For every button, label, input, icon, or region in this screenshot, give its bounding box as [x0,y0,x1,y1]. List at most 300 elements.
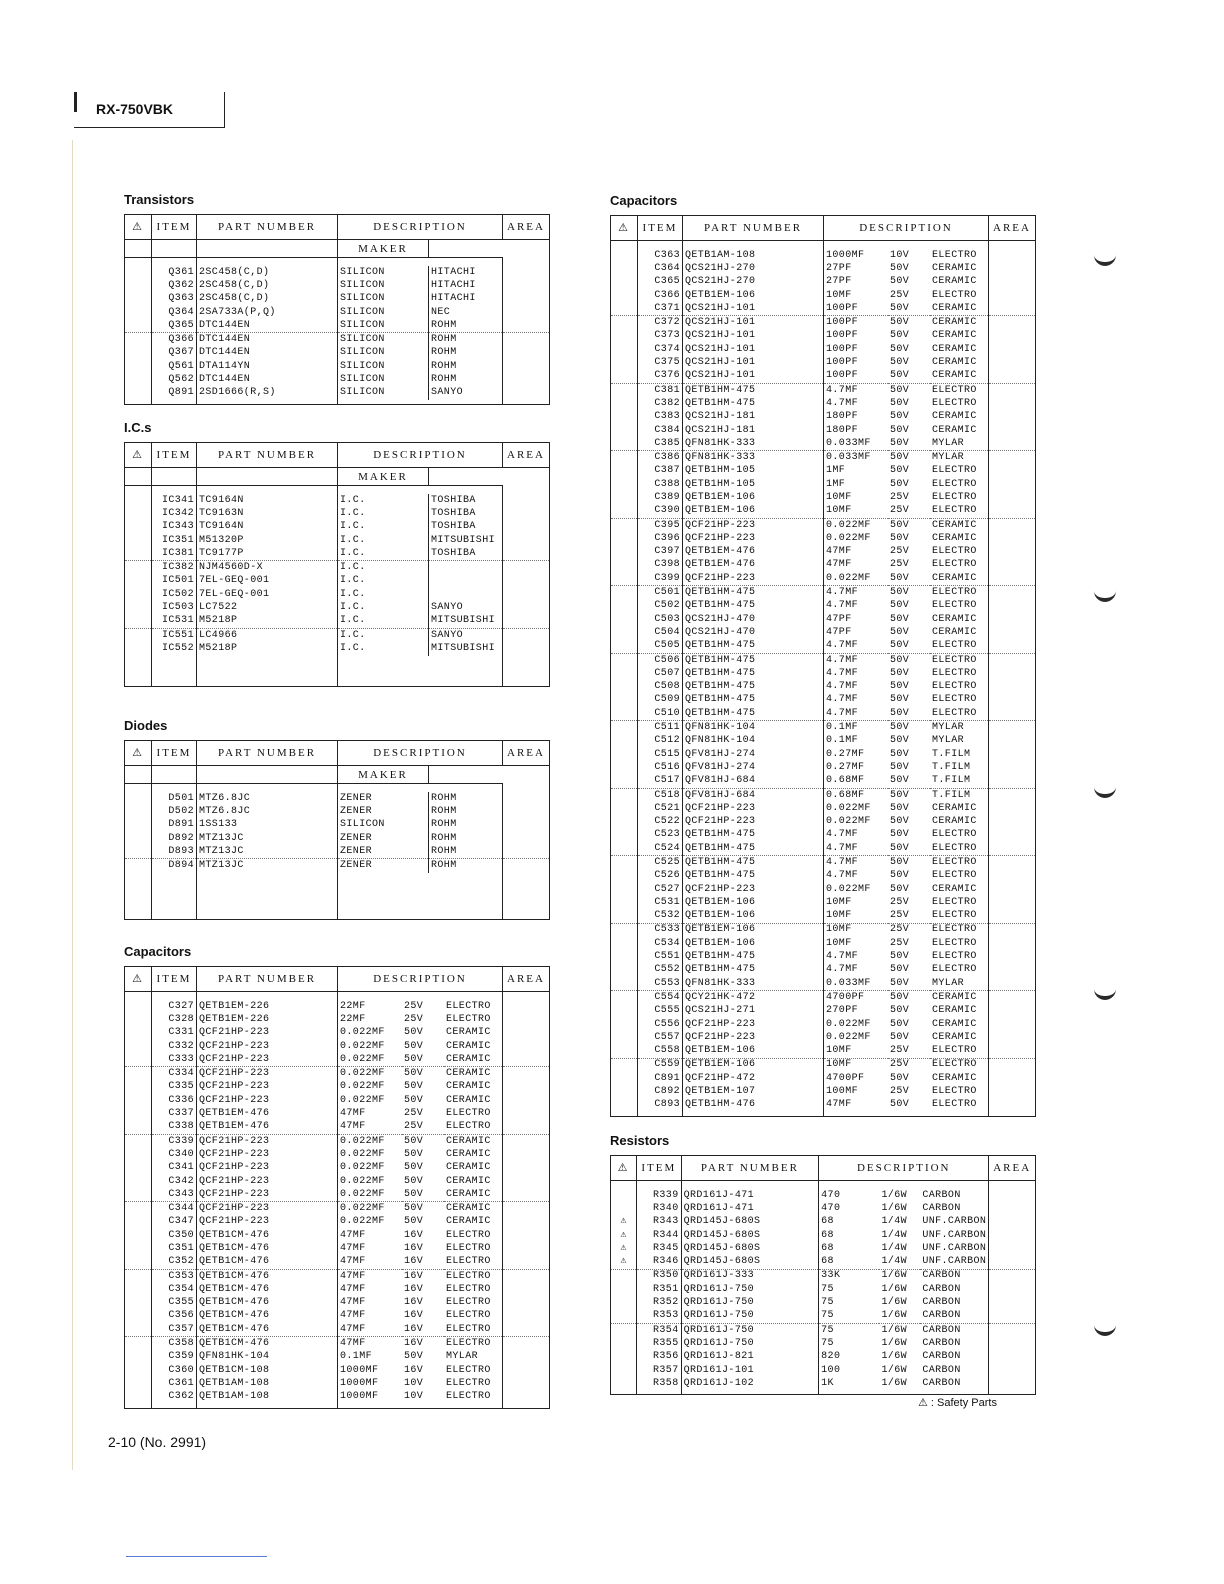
rating-cell: 50V [890,465,910,477]
value-cell: 4.7MF [824,842,889,856]
area-cell [989,681,1036,694]
safety-mark [611,761,638,774]
part-number-cell: QETB1HM-475 [683,600,824,613]
table-row [125,1269,550,1283]
part-number-cell: QCS21HJ-470 [683,626,824,639]
rating-cell: 50V [890,991,910,1003]
safety-mark [125,588,152,601]
binder-tab [1094,1320,1116,1336]
value-cell: 33K [821,1270,841,1282]
item-cell: C353 [152,1269,197,1283]
table-row [611,1283,1036,1296]
rating-cell: 50V [888,437,930,451]
type-cell: CARBON [920,1202,989,1215]
part-number-cell: QRD161J-750 [681,1283,819,1296]
item-cell: R340 [637,1202,682,1215]
part-number-cell: QRD161J-750 [681,1337,819,1350]
area-cell [503,1229,550,1242]
area-cell [503,832,550,845]
part-number-cell: QETB1CM-476 [197,1310,338,1323]
table-row [125,1283,550,1296]
item-cell: C554 [638,991,683,1005]
rating-cell: 50V [890,424,910,436]
part-number-cell: QRD161J-471 [681,1189,819,1202]
column-header-desc: DESCRIPTION [338,443,503,468]
safety-mark [611,559,638,572]
item-cell: C354 [152,1283,197,1296]
value-cell: 100 [821,1364,841,1376]
section-title: Capacitors [124,944,192,959]
value-cell: 0.022MF [824,572,889,586]
value-cell: 0.022MF [340,1175,385,1187]
filler-cell [338,400,429,405]
maker-cell [429,588,503,601]
safety-mark [125,1000,152,1013]
description-cell: I.C. [340,575,366,587]
part-number-cell: QETB1EM-106 [683,923,824,937]
table-row [125,1134,550,1148]
value-cell: 22MF [340,1013,366,1025]
item-cell: C527 [638,883,683,896]
table-row [611,1099,1036,1112]
capacitors-right-section [610,193,1036,1117]
table-row [125,1297,550,1310]
table-row [611,707,1036,721]
spacer-cell [429,258,503,267]
safety-mark [125,1121,152,1135]
value-cell: 47MF [826,546,852,558]
maker-cell: ROHM [429,845,503,859]
area-cell [503,615,550,629]
item-cell: C331 [152,1027,197,1040]
type-cell: CERAMIC [444,1188,503,1202]
item-cell: D891 [152,819,197,832]
area-cell [989,546,1036,559]
part-number-cell: QRD145J-680S [681,1255,819,1269]
area-cell [503,534,550,547]
area-cell [989,478,1036,491]
item-cell: C359 [152,1351,197,1364]
table-row [125,1040,550,1053]
safety-mark [611,1072,638,1085]
safety-mark [125,1364,152,1377]
rating-cell: 50V [890,276,910,288]
safety-mark [125,628,152,642]
description-cell: I.C. [338,615,429,629]
column-header-maker: MAKER [338,240,429,258]
rating-cell: 50V [890,478,910,490]
safety-mark [125,561,152,575]
spacer-cell [338,992,403,1001]
part-number-cell: QETB1HM-475 [683,707,824,721]
area-cell [989,761,1036,774]
section-title: Diodes [124,718,168,733]
item-cell: C357 [152,1323,197,1337]
part-number-cell: QFN81HK-333 [683,977,824,991]
item-cell: C335 [152,1081,197,1094]
spacer-cell [930,241,989,250]
item-cell: C523 [638,829,683,842]
area-cell [503,628,550,642]
type-cell: ELECTRO [444,1283,503,1296]
spacer-cell [611,1181,637,1190]
value-cell: 0.022MF [340,1203,385,1215]
type-cell: ELECTRO [930,681,989,694]
value-cell: 0.27MF [826,761,865,773]
area-cell [503,1027,550,1040]
filler-cell [152,656,197,687]
area-cell [503,387,550,400]
part-number-cell: TC9164N [197,521,338,534]
spacer-cell [920,1181,989,1190]
part-number-cell: QCF21HP-223 [197,1094,338,1107]
table-row [611,478,1036,491]
rating-cell: 16V [404,1229,424,1241]
part-number-cell: QRD161J-750 [681,1310,819,1324]
value-cell: 75 [821,1324,834,1336]
table-row [611,383,1036,397]
type-cell: ELECTRO [930,478,989,491]
model-number: RX-750VBK [96,101,174,117]
rating-cell: 25V [888,1045,930,1059]
spacer-cell [503,486,550,495]
area-cell [989,870,1036,883]
filler-cell [429,400,503,405]
value-cell: 0.022MF [338,1053,403,1067]
part-number-cell: QCF21HP-223 [197,1053,338,1067]
rating-cell: 50V [404,1175,424,1187]
part-number-cell: QETB1HM-475 [683,397,824,410]
type-cell: ELECTRO [444,1256,503,1270]
rating-cell: 1/6W [881,1351,908,1363]
rating-cell: 16V [404,1364,424,1376]
part-number-cell: QETB1HM-475 [683,667,824,680]
area-cell [989,1085,1036,1098]
column-header-part: PART NUMBER [197,215,338,240]
rating-cell: 50V [404,1027,424,1039]
value-cell: 180PF [826,411,859,423]
area-cell [989,856,1036,870]
rating-cell: 50V [888,572,930,586]
type-cell: CERAMIC [930,1018,989,1031]
type-cell: CARBON [920,1351,989,1364]
spacer-cell [125,992,152,1001]
item-cell: D893 [152,845,197,859]
table-row [125,642,550,655]
filler-cell [930,1112,989,1117]
type-cell: ELECTRO [930,546,989,559]
safety-mark [611,316,638,330]
maker-cell [429,561,503,575]
type-cell: CERAMIC [930,572,989,586]
value-cell: 820 [821,1351,841,1363]
type-cell: ELECTRO [444,1242,503,1255]
rating-cell: 1/4W [881,1242,908,1254]
rating-cell: 50V [890,532,910,544]
part-number-cell: TC9164N [197,494,338,507]
part-number-cell: QFN81HK-104 [197,1351,338,1364]
safety-mark [611,437,638,451]
item-cell: C534 [638,937,683,950]
rating-cell: 50V [888,775,930,789]
table-row [611,1058,1036,1072]
value-cell: 75 [821,1297,834,1309]
safety-mark [611,370,638,384]
safety-mark [611,775,638,789]
spacer-cell [125,258,152,267]
part-number-cell: QFN81HK-104 [683,721,824,735]
item-cell: C517 [638,775,683,789]
rating-cell: 50V [890,1031,910,1043]
type-cell: CERAMIC [930,411,989,424]
part-number-cell: QETB1HM-475 [683,640,824,654]
item-cell: R352 [637,1296,682,1309]
area-cell [989,788,1036,802]
table-row [611,1269,1036,1283]
area-cell [503,1000,550,1013]
value-cell: 470 [821,1202,841,1214]
type-cell: CERAMIC [444,1053,503,1067]
part-number-cell: QETB1HM-475 [683,383,824,397]
safety-mark [125,1027,152,1040]
filler-cell [152,873,197,920]
type-cell: ELECTRO [930,1058,989,1072]
item-cell: C382 [638,397,683,410]
table-row [611,1202,1036,1215]
area-cell [989,1323,1036,1337]
item-cell: R350 [637,1269,682,1283]
safety-mark [125,1391,152,1404]
type-cell: CERAMIC [930,370,989,384]
area-cell [503,792,550,805]
type-cell: CERAMIC [930,302,989,316]
area-cell [503,1148,550,1161]
column-header-maker: MAKER [338,468,429,486]
value-cell: 47MF [340,1297,366,1309]
spacer-cell [152,486,197,495]
value-cell: 1000MF [340,1391,379,1403]
type-cell: ELECTRO [444,1121,503,1135]
safety-mark [125,1269,152,1283]
area-cell [989,370,1036,384]
table-row [125,293,550,306]
area-cell [989,451,1036,465]
spacer-cell [197,258,338,267]
spacer-cell [444,992,503,1001]
value-cell: 4.7MF [826,667,859,679]
part-number-cell: QCS21HJ-270 [683,276,824,289]
rating-cell: 1/6W [881,1283,908,1295]
part-number-cell: QCS21HJ-271 [683,1005,824,1018]
part-number-cell: QRD161J-821 [681,1351,819,1364]
description-cell: SILICON [340,347,385,359]
area-cell [989,262,1036,275]
area-cell [989,667,1036,680]
safety-mark [125,547,152,561]
rating-cell: 50V [888,977,930,991]
item-cell: IC341 [152,494,197,507]
table-row [611,815,1036,828]
safety-mark [125,1323,152,1337]
area-cell [989,1202,1036,1215]
area-cell [989,1189,1036,1202]
area-cell [503,1188,550,1202]
part-number-cell: QCS21HJ-270 [683,262,824,275]
safety-mark [125,642,152,655]
table-row [611,397,1036,410]
part-number-cell: M5218P [197,642,338,655]
rating-cell: 50V [890,397,910,409]
item-cell: C387 [638,465,683,478]
area-cell [989,964,1036,977]
table-row [611,505,1036,519]
safety-mark [125,1134,152,1148]
item-cell: C506 [638,653,683,667]
value-cell: 100PF [824,302,889,316]
value-cell: 47MF [340,1283,366,1295]
value-cell: 47MF [340,1242,366,1254]
description-cell: SILICON [340,279,385,291]
ics-section [124,420,550,687]
part-number-cell: 1SS133 [197,819,338,832]
column-header-item: ITEM [152,967,197,992]
area-cell [503,575,550,588]
item-cell: C333 [152,1053,197,1067]
spacer-cell [989,241,1036,250]
item-cell: IC551 [152,628,197,642]
part-number-cell: QCF21HP-223 [197,1202,338,1216]
safety-mark [611,1005,638,1018]
table-row [611,694,1036,707]
rating-cell: 25V [890,937,910,949]
table-row [125,1107,550,1120]
bottom-rule [126,1556,267,1557]
area-cell [503,333,550,347]
type-cell: MYLAR [930,451,989,465]
table-row [611,370,1036,384]
area-cell [503,1351,550,1364]
value-cell: 10MF [824,1045,889,1059]
table-row [125,1364,550,1377]
table-row [125,387,550,400]
part-number-cell: QRD161J-471 [681,1202,819,1215]
area-cell [989,356,1036,369]
safety-mark: ⚠ [611,1242,637,1255]
part-number-cell: QCF21HP-223 [197,1081,338,1094]
item-cell: IC343 [152,521,197,534]
header-cell [197,766,338,784]
filler-cell [920,1390,989,1395]
spacer-cell [611,241,638,250]
area-cell [989,923,1036,937]
safety-mark [125,832,152,845]
value-cell: 0.022MF [340,1027,385,1039]
value-cell: 0.27MF [826,748,865,760]
maker-cell: SANYO [429,601,503,614]
description-cell: ZENER [338,845,429,859]
safety-mark [125,521,152,534]
area-cell [503,1162,550,1175]
table-row [611,276,1036,289]
value-cell: 10MF [826,289,852,301]
spacer-cell [503,258,550,267]
rating-cell: 1/6W [881,1297,908,1309]
table-row [611,653,1036,667]
area-cell [503,642,550,655]
rating-cell: 1/6W [881,1202,908,1214]
item-cell: R358 [637,1377,682,1390]
filler-cell [879,1390,920,1395]
part-number-cell: QETB1CM-476 [197,1337,338,1351]
value-cell: 4700PF [826,1072,865,1084]
part-number-cell: QETB1EM-476 [683,559,824,572]
area-cell [989,1216,1036,1229]
section-title: Capacitors [610,193,678,208]
part-number-cell: QETB1CM-476 [197,1242,338,1255]
table-row [611,1018,1036,1031]
part-number-cell: QCF21HP-223 [197,1162,338,1175]
value-cell: 0.1MF [826,722,859,734]
spacer-cell [888,241,930,250]
part-number-cell: QETB1HM-475 [683,829,824,842]
item-cell: C332 [152,1040,197,1053]
part-number-cell: QETB1HM-105 [683,478,824,491]
header-cell [429,766,503,784]
area-cell [503,601,550,614]
maker-cell: ROHM [429,792,503,805]
value-cell: 4.7MF [826,587,859,599]
header-cell [125,468,152,486]
table-row [125,792,550,805]
value-cell: 0.022MF [340,1148,385,1160]
value-cell: 4.7MF [826,829,859,841]
type-cell: CARBON [920,1269,989,1283]
item-cell: C510 [638,707,683,721]
table-row [611,977,1036,991]
type-cell: ELECTRO [930,964,989,977]
rating-cell: 50V [890,816,910,828]
binder-tab [1094,250,1116,266]
rating-cell: 16V [404,1310,424,1322]
safety-mark [125,293,152,306]
safety-mark [611,1283,637,1296]
item-cell: C891 [638,1072,683,1085]
rating-cell: 25V [890,924,910,936]
table-row [611,1377,1036,1390]
rating-cell: 50V [890,748,910,760]
value-cell: 0.022MF [826,519,871,531]
part-number-cell: QETB1EM-106 [683,1058,824,1072]
rating-cell: 50V [890,789,910,801]
description-cell: SILICON [340,306,385,318]
binder-tab [1094,984,1116,1000]
item-cell: C350 [152,1229,197,1242]
table-row [125,1188,550,1202]
filler-cell [888,1112,930,1117]
safety-mark [611,1045,638,1059]
item-cell: C525 [638,856,683,870]
item-cell: C556 [638,1018,683,1031]
safety-mark [611,1202,637,1215]
column-header-item: ITEM [638,216,683,241]
safety-mark [611,681,638,694]
type-cell: CERAMIC [444,1202,503,1216]
item-cell: C358 [152,1337,197,1351]
filler-cell [503,873,550,920]
part-number-cell: QETB1EM-106 [683,491,824,504]
value-cell: 470 [821,1189,841,1201]
area-cell [503,1081,550,1094]
